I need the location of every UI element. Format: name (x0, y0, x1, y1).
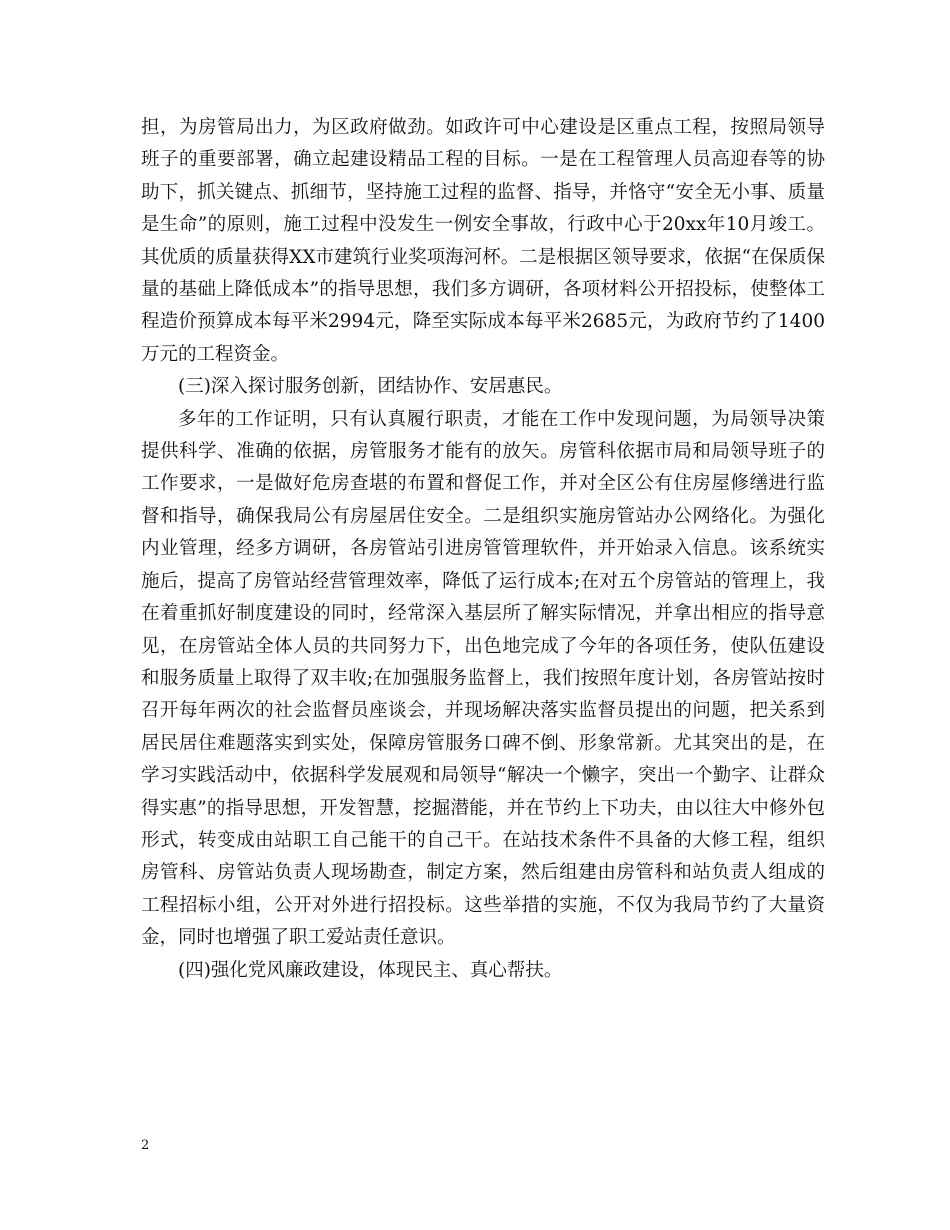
section-heading-four: (四)强化党风廉政建设，体现民主、真心帮扶。 (178, 959, 563, 981)
paragraph-body: 多年的工作证明，只有认真履行职责，才能在工作中发现问题，为局领导决策提供科学、准确的依据，房管服务才能有的放矢。房管科依据市局和局领导班子的工作要求，一是做好危房查堪的布置和督促工作，并对全区公有住房屋修缮进行监督和指导，确保我局公有房屋居住安全。二是组织实施房管站办公网络化。为强化内业管理，经多方调研，各房管站引进房管管理软件，并开始录入信息。该系统实施后，提高了房管站经营管理效率，降低了运行成本;在对五个房管站的管理上，我在着重抓好制度建设的同时，经常深入基层所了解实际情况，并拿出相应的指导意见，在房管站全体人员的共同努力下，出色地完成了今年的各项任务，使队伍建设和服务质量上取得了双丰收;在加强服务监督上，我们按照年度计划，各房管站按时召开每年两次的社会监督员座谈会，并现场解决落实监督员提出的问题，把关系到居民居住难题落实到实处，保障房管服务口碑不倒、形象常新。尤其突出的是，在学习实践活动中，依据科学发展观和局领导“解决一个懒字，突出一个勤字、让群众得实惠”的指导思想，开发智慧，挖掘潜能，并在节约上下功夫，由以往大中修外包形式，转变成由站职工自己能干的自己干。在站技术条件不具备的大修工程，组织房管科、房管站负责人现场勘查，制定方案，然后组建由房管科和站负责人组成的工程招标小组，公开对外进行招投标。这些举措的实施，不仅为我局节约了大量资金，同时也增强了职工爱站责任意识。 (141, 408, 825, 949)
section-heading-three: (三)深入探讨服务创新，团结协作、安居惠民。 (178, 376, 563, 398)
page-number: 2 (141, 1138, 150, 1153)
paragraph-continuation: 担，为房管局出力，为区政府做劲。如政许可中心建设是区重点工程，按照局领导班子的重要部署，确立起建设精品工程的目标。一是在工程管理人员高迎春等的协助下，抓关键点、抓细节，坚持施工过程的监督、指导，并恪守“安全无小事、质量是生命”的原则，施工过程中没发生一例安全事故，行政中心于20xx年10月竣工。其优质的质量获得XX市建筑行业奖项海河杯。二是根据区领导要求，依据“在保质保量的基础上降低成本”的指导思想，我们多方调研，各项材料公开招投标，使整体工程造价预算成本每平米2994元，降至实际成本每平米2685元，为政府节约了1400万元的工程资金。 (141, 117, 825, 365)
document-body (141, 112, 825, 987)
